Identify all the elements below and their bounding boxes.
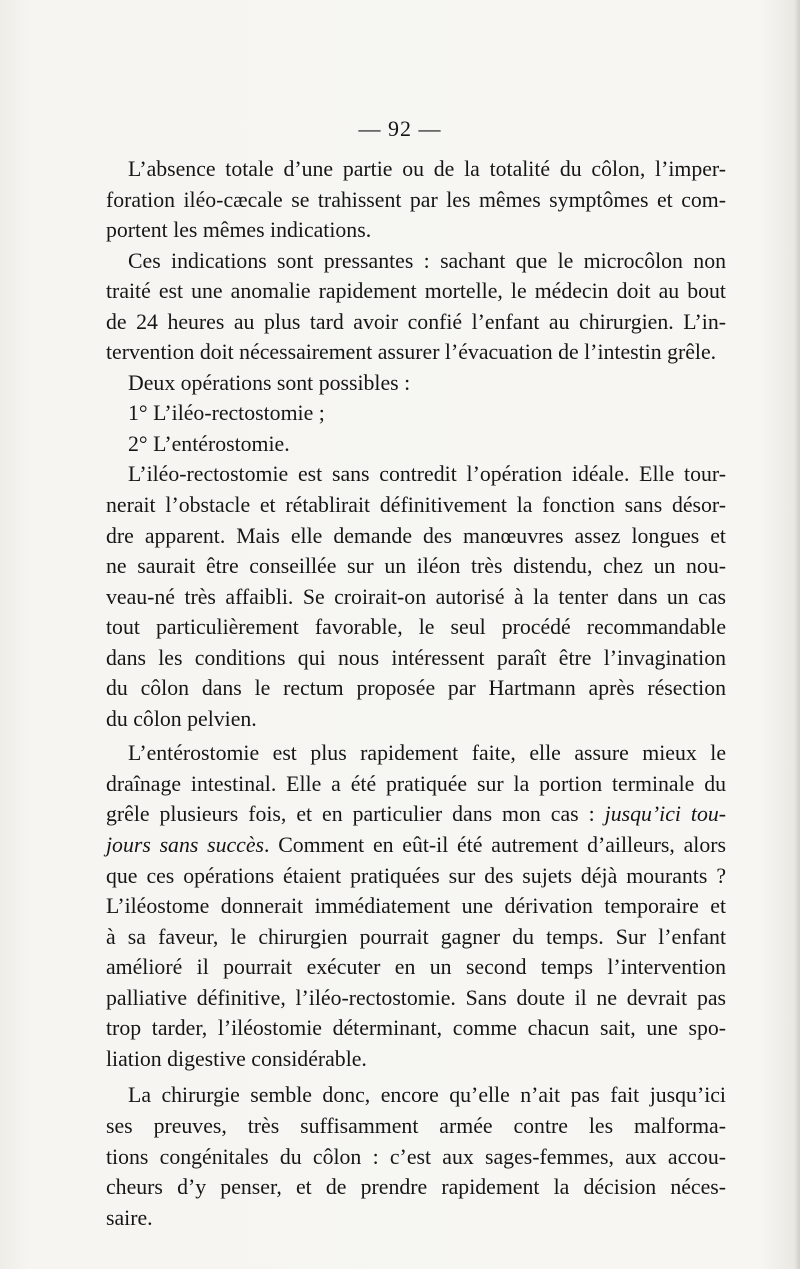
text-line: à sa faveur, le chirurgien pourrait gagner du temps. Sur l’enfant <box>106 924 726 949</box>
text-line: nerait l’obstacle et rétablirait définitivement la fonction sans désor- <box>106 493 726 518</box>
paragraph-2 <box>106 246 726 368</box>
text-line: tions congénitales du côlon : c’est aux sages-femmes, aux accou- <box>106 1144 726 1169</box>
page-number: — 92 — <box>358 116 442 141</box>
text-line <box>106 799 726 830</box>
text-line: cheurs d’y penser, et de prendre rapidement la décision néces- <box>106 1175 726 1200</box>
text-line <box>106 830 726 861</box>
option-list <box>106 398 726 459</box>
paragraph-3 <box>106 368 726 399</box>
italic-text: jours sans succès <box>106 833 264 858</box>
text-line: palliative définitive, l’iléo-rectostomie. Sans doute il ne devrait pas <box>106 985 726 1010</box>
text-line: L’entérostomie est plus rapidement faite, elle assure mieux le <box>128 741 726 766</box>
text-line: du côlon pelvien. <box>106 706 257 731</box>
text-line: traité est une anomalie rapidement mortelle, le médecin doit au bout <box>106 279 726 304</box>
paragraph-1 <box>106 154 726 246</box>
text-line: draînage intestinal. Elle a été pratiquée sur la portion terminale du <box>106 771 726 796</box>
text-line: de 24 heures au plus tard avoir confié l’enfant au chirurgien. L’in- <box>106 309 726 334</box>
text-line: saire. <box>106 1205 153 1230</box>
text-line: dre apparent. Mais elle demande des manœuvres assez longues et <box>106 523 726 548</box>
paragraph-4 <box>106 459 726 734</box>
text-line: portent les mêmes indications. <box>106 218 372 243</box>
paragraph-5 <box>106 738 726 1074</box>
text-line: veau-né très affaibli. Se croirait-on autorisé à la tenter dans un cas <box>106 584 726 609</box>
text-line: L’iléostome donnerait immédiatement une dérivation temporaire et <box>106 894 726 919</box>
page-edge-shadow <box>794 0 800 1269</box>
list-item: 2° L’entérostomie. <box>128 431 290 456</box>
text-line: liation digestive considérable. <box>106 1046 367 1071</box>
text-line: Ces indications sont pressantes : sachant que le microcôlon non <box>128 248 726 273</box>
text-line: trop tarder, l’iléostomie déterminant, comme chacun sait, une spo- <box>106 1016 726 1041</box>
text-line: que ces opérations étaient pratiquées sur des sujets déjà mourants ? <box>106 863 726 888</box>
italic-text: jusqu’ici tou- <box>604 802 727 827</box>
text-line: amélioré il pourrait exécuter en un second temps l’intervention <box>106 955 726 980</box>
text-run: grêle plusieurs fois, et en particulier dans mon cas : <box>106 802 595 827</box>
body-text <box>106 154 726 1233</box>
list-item: 1° L’iléo-rectostomie ; <box>128 401 325 426</box>
text-run: . Comment en eût-il été autrement d’ailleurs, alors <box>264 833 726 858</box>
text-line: ses preuves, très suffisamment armée contre les malforma- <box>106 1113 726 1138</box>
text-line: L’absence totale d’une partie ou de la totalité du côlon, l’imper- <box>128 157 726 181</box>
text-line: foration iléo-cæcale se trahissent par les mêmes symptômes et com- <box>106 187 726 212</box>
text-line: dans les conditions qui nous intéressent paraît être l’invagination <box>106 645 726 670</box>
text-line: Deux opérations sont possibles : <box>128 370 411 395</box>
text-line: ne saurait être conseillée sur un iléon très distendu, chez un nou- <box>106 554 726 579</box>
paragraph-6 <box>106 1080 726 1233</box>
text-line: tout particulièrement favorable, le seul procédé recommandable <box>106 615 726 640</box>
text-line: tervention doit nécessairement assurer l’évacuation de l’intestin grêle. <box>106 340 717 365</box>
text-line: La chirurgie semble donc, encore qu’elle n’ait pas fait jusqu’ici <box>128 1083 726 1108</box>
text-line: du côlon dans le rectum proposée par Hartmann après résection <box>106 676 726 701</box>
text-line: L’iléo-rectostomie est sans contredit l’opération idéale. Elle tour- <box>128 462 726 487</box>
